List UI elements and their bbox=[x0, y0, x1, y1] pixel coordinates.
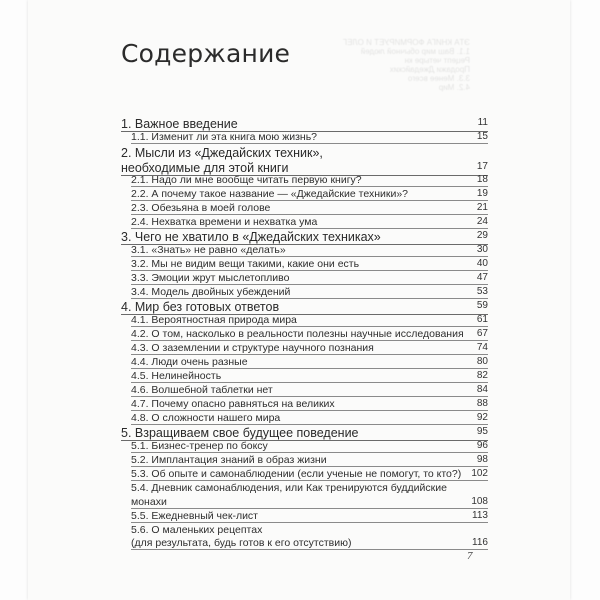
toc-entry-underline bbox=[131, 228, 488, 229]
toc-entry-page: 11 bbox=[477, 117, 488, 128]
toc-section bbox=[0, 216, 600, 230]
bleed-line: 4.2. Мир bbox=[438, 83, 470, 92]
toc-entry-title: монахи bbox=[131, 496, 167, 508]
bleed-line: ЭТА КНИГА ФОРМИРУЕТ И ОЛЕГ bbox=[342, 38, 470, 47]
toc-entry-title: 2.2. А почему такое название — «Джедайские техники»? bbox=[131, 188, 409, 200]
toc-entry-title: 4.7. Почему опасно равняться на великих bbox=[131, 398, 335, 410]
toc-entry-page: 47 bbox=[476, 272, 488, 283]
toc-entry-title: 1.1. Изменит ли эта книга мою жизнь? bbox=[131, 131, 318, 143]
toc-entry-page: 15 bbox=[476, 131, 488, 142]
toc-entry-title: 4.2. О том, насколько в реальности полезны научные исследования bbox=[131, 328, 464, 340]
toc-chapter bbox=[0, 426, 600, 440]
toc-entry-page: 18 bbox=[476, 174, 488, 185]
toc-entry-title: 4.8. О сложности нашего мира bbox=[131, 412, 281, 424]
toc-entry-title: 5.6. О маленьких рецептах bbox=[131, 524, 263, 536]
toc-entry-title: 2. Мысли из «Джедайских техник», bbox=[121, 146, 323, 160]
toc-entry-page: 113 bbox=[472, 510, 488, 521]
toc-entry-title: 1. Важное введение bbox=[121, 117, 238, 131]
toc-chapter bbox=[0, 146, 600, 160]
toc-entry-page: 21 bbox=[476, 202, 488, 213]
toc-entry-underline bbox=[131, 368, 488, 369]
toc-chapter bbox=[0, 300, 600, 314]
toc-entry-underline bbox=[131, 396, 488, 397]
toc-entry-underline bbox=[131, 549, 488, 550]
toc-section bbox=[0, 174, 600, 188]
toc-entry-page: 19 bbox=[476, 188, 488, 199]
toc-section bbox=[0, 412, 600, 426]
toc-entry-title: 4.6. Волшебной таблетки нет bbox=[131, 384, 273, 396]
toc-entry-underline bbox=[131, 522, 488, 523]
toc-entry-title: 2.1. Надо ли мне вообще читать первую книгу? bbox=[131, 174, 362, 186]
toc-section bbox=[0, 356, 600, 370]
toc-section bbox=[0, 370, 600, 384]
page-title: Содержание bbox=[121, 39, 291, 68]
toc-section bbox=[0, 328, 600, 342]
bleed-line: Продажи Джедайских bbox=[389, 65, 470, 74]
toc-entry-page: 40 bbox=[476, 258, 488, 269]
toc-entry-title: 5.2. Имплантация знаний в образ жизни bbox=[131, 454, 327, 466]
toc-entry-underline bbox=[131, 143, 488, 144]
toc-chapter bbox=[0, 161, 600, 175]
toc-section bbox=[0, 258, 600, 272]
toc-entry-title: 5. Взращиваем свое будущее поведение bbox=[121, 426, 359, 440]
toc-chapter bbox=[0, 117, 600, 131]
toc-section bbox=[0, 384, 600, 398]
toc-section bbox=[0, 454, 600, 468]
toc-entry-page: 30 bbox=[476, 244, 488, 255]
toc-entry-page: 29 bbox=[476, 230, 488, 241]
toc-entry-title: 5.5. Ежедневный чек-лист bbox=[131, 510, 258, 522]
page-number: 7 bbox=[467, 550, 473, 562]
bleed-line: Рецепт четыре кн bbox=[404, 56, 470, 65]
toc-entry-page: 61 bbox=[476, 314, 488, 325]
toc-section bbox=[0, 286, 600, 300]
toc-section bbox=[0, 468, 600, 482]
toc-entry-underline bbox=[131, 466, 488, 467]
toc-entry-underline bbox=[131, 452, 488, 453]
toc-entry-title: 3.1. «Знать» не равно «делать» bbox=[131, 244, 286, 256]
toc-entry-underline bbox=[131, 382, 488, 383]
toc-entry-page: 92 bbox=[476, 412, 488, 423]
toc-section bbox=[0, 202, 600, 216]
toc-entry-title: (для результата, будь готов к его отсутствию) bbox=[131, 537, 352, 549]
toc-section bbox=[0, 314, 600, 328]
toc-entry-underline bbox=[131, 186, 488, 187]
toc-entry-title: 4.4. Люди очень разные bbox=[131, 356, 248, 368]
toc-entry-page: 108 bbox=[471, 496, 488, 507]
bleed-line: 3.3. Менее всего bbox=[407, 74, 470, 83]
toc-entry-underline bbox=[131, 214, 488, 215]
toc-chapter bbox=[0, 230, 600, 244]
toc-entry-underline bbox=[131, 256, 488, 257]
toc-entry-title: необходимые для этой книги bbox=[121, 161, 289, 175]
toc-entry-underline bbox=[131, 200, 488, 201]
toc-entry-page: 116 bbox=[472, 537, 488, 548]
toc-section bbox=[0, 537, 600, 551]
toc-entry-page: 88 bbox=[476, 398, 488, 409]
toc-entry-underline bbox=[131, 270, 488, 271]
toc-section bbox=[0, 272, 600, 286]
toc-entry-page: 80 bbox=[476, 356, 488, 367]
toc-entry-title: 3.4. Модель двойных убеждений bbox=[131, 286, 291, 298]
toc-section bbox=[0, 524, 600, 538]
toc-section bbox=[0, 131, 600, 145]
toc-entry-page: 98 bbox=[476, 454, 488, 465]
toc-entry-underline bbox=[131, 284, 488, 285]
toc-entry-page: 53 bbox=[476, 286, 488, 297]
toc-section bbox=[0, 398, 600, 412]
toc-entry-title: 5.3. Об опыте и самонаблюдении (если ученые не помогут, то кто?) bbox=[131, 468, 462, 480]
toc-entry-title: 4.5. Нелинейность bbox=[131, 370, 222, 382]
bleed-line: 1.1. Ваш мир обычной людей bbox=[360, 47, 470, 56]
toc-entry-page: 95 bbox=[476, 426, 488, 437]
toc-entry-underline bbox=[131, 354, 488, 355]
toc-entry-title: 4.1. Вероятностная природа мира bbox=[131, 314, 297, 326]
toc-section bbox=[0, 188, 600, 202]
toc-section bbox=[0, 496, 600, 510]
toc-entry-title: 3.3. Эмоции жрут мыслетопливо bbox=[131, 272, 290, 284]
toc-entry-title: 5.1. Бизнес-тренер по боксу bbox=[131, 440, 268, 452]
toc-entry-page: 17 bbox=[476, 161, 488, 172]
toc-section bbox=[0, 482, 600, 496]
toc-entry-page: 84 bbox=[476, 384, 488, 395]
toc-section bbox=[0, 244, 600, 258]
toc-entry-page: 82 bbox=[476, 370, 488, 381]
toc-entry-page: 59 bbox=[476, 300, 488, 311]
toc-entry-page: 24 bbox=[476, 216, 488, 227]
toc-entry-page: 96 bbox=[476, 440, 488, 451]
toc-entry-page: 67 bbox=[476, 328, 488, 339]
toc-entry-underline bbox=[131, 424, 488, 425]
toc-entry-page: 74 bbox=[476, 342, 488, 353]
toc-entry-underline bbox=[131, 326, 488, 327]
toc-entry-underline bbox=[131, 340, 488, 341]
toc-section bbox=[0, 342, 600, 356]
toc-entry-title: 2.3. Обезьяна в моей голове bbox=[131, 202, 271, 214]
toc-section bbox=[0, 440, 600, 454]
toc-entry-underline bbox=[131, 480, 488, 481]
toc-entry-underline bbox=[131, 298, 488, 299]
toc-entry-underline bbox=[131, 508, 488, 509]
toc-entry-title: 5.4. Дневник самонаблюдения, или Как тренируются буддийские bbox=[131, 482, 447, 494]
toc-entry-title: 3.2. Мы не видим вещи такими, какие они есть bbox=[131, 258, 360, 270]
toc-entry-title: 2.4. Нехватка времени и нехватка ума bbox=[131, 216, 318, 228]
toc-entry-underline bbox=[131, 410, 488, 411]
toc-entry-page: 102 bbox=[471, 468, 488, 479]
toc-entry-title: 4.3. О заземлении и структуре научного познания bbox=[131, 342, 374, 354]
toc-section bbox=[0, 510, 600, 524]
toc-entry-title: 4. Мир без готовых ответов bbox=[121, 300, 280, 314]
toc-entry-title: 3. Чего не хватило в «Джедайских техниках» bbox=[121, 230, 381, 244]
